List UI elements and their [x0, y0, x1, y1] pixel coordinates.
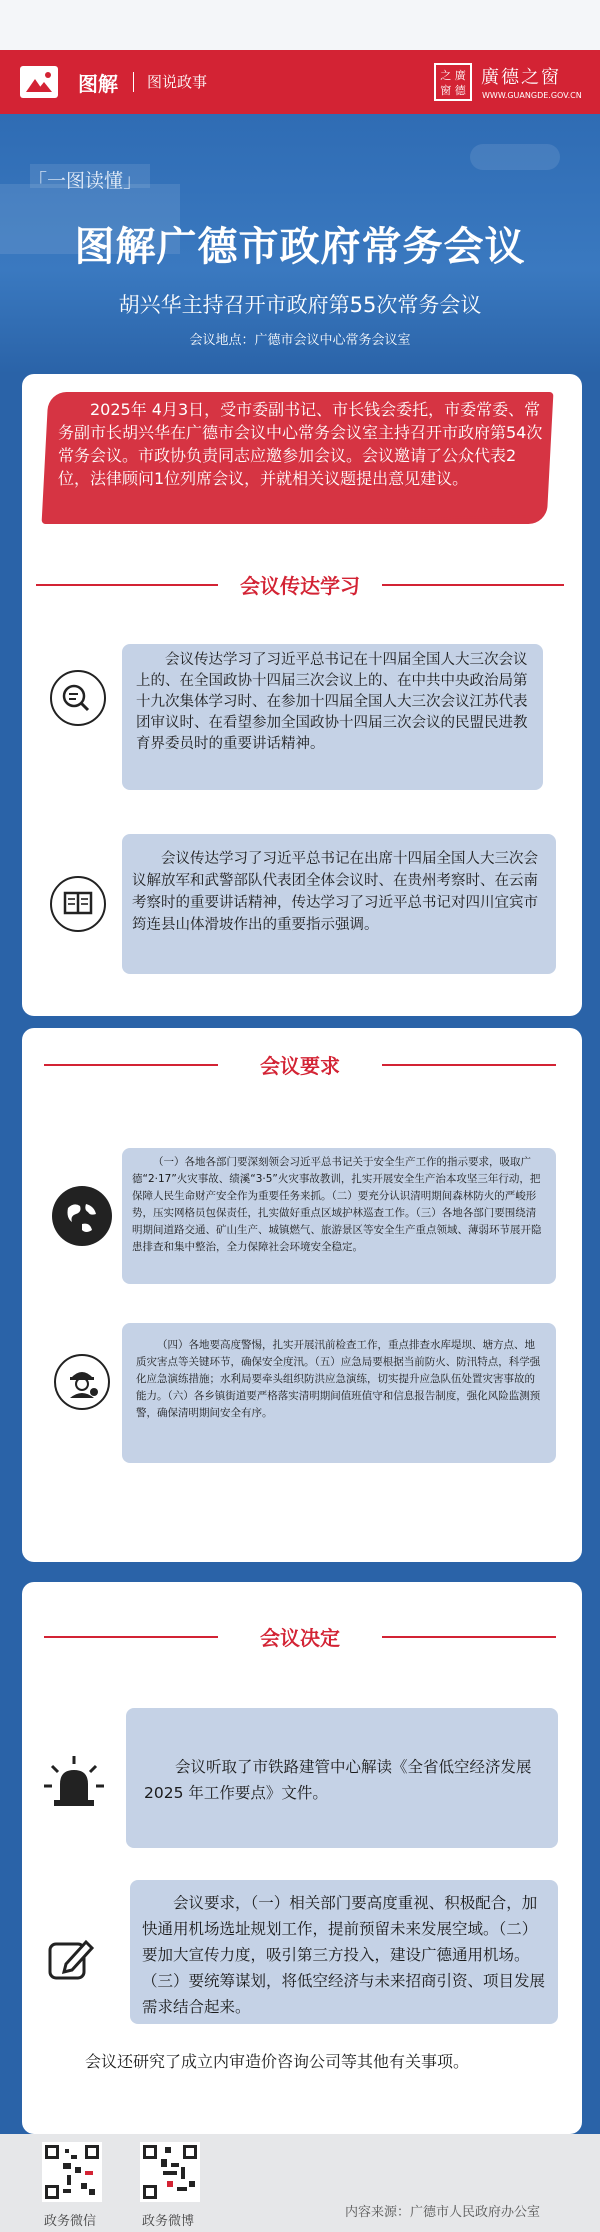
intro-text: 2025年 4月3日，受市委副书记、市长钱会委托，市委常委、常务副市长胡兴华在广德市会议中心常务会议室主持召开市政府第54次常务会议。市政协负责同志应邀参加会议。会议邀请了公众代表2位，法律顾问1位列席会议，并就相关议题提出意见建议。 [58, 400, 543, 488]
edit-icon [42, 1930, 100, 1988]
section-title-decisions: 会议决定 [260, 1626, 340, 1650]
globe-icon [52, 1186, 112, 1246]
content-source: 内容来源：广德市人民政府办公室 [345, 2205, 541, 2220]
site-seal: 之 廣 窗 德 [434, 63, 472, 101]
study-item-2: 会议传达学习了习近平总书记在出席十四届全国人大三次会议解放军和武警部队代表团全体会议时、在贵州考察时、在云南考察时的重要讲话精神，传达学习了习近平总书记对四川宜宾市筠连县山体滑坡作出的重要指示强调。 [122, 834, 556, 974]
meeting-location: 会议地点：广德市会议中心常务会议室 [189, 333, 411, 348]
study-item-1: 会议传达学习了习近平总书记在十四届全国人大三次会议上的、在全国政协十四届三次会议上的、在中共中央政治局第十九次集体学习时、在参加十四届全国人大三次会议江苏代表团审议时、在看望参加全国政协十四届三次会议的民盟民进教育界委员时的重要讲话精神。 [122, 644, 543, 790]
site-url[interactable]: WWW.GUANGDE.GOV.CN [482, 91, 582, 100]
section-line-right [382, 1636, 556, 1638]
section-title-study: 会议传达学习 [240, 574, 360, 598]
image-logo-icon [20, 66, 58, 98]
brand-title: 图解 [78, 72, 118, 96]
brand-subtitle: 图说政事 [147, 73, 208, 91]
header-bar [0, 50, 600, 114]
section-line-left [44, 1636, 218, 1638]
top-strip [0, 0, 600, 50]
requirement-item-1: （一）各地各部门要深刻领会习近平总书记关于安全生产工作的指示要求，吸取广德“2·17”火灾事故、绩溪“3·5”火灾事故教训，扎实开展安全生产治本攻坚三年行动，把保障人民生命财产安全作为重要任务来抓。（二）要充分认识清明期间森林防火的严峻形势，压实网格员包保责任，扎实做好重点区域护林巡查工作。（三）各地各部门要围绕清明期间道路交通、矿山生产、城镇燃气、旅游景区等安全生产重点领域、薄弱环节展开隐患排查和集中整治，全力保障社会环境安全稳定。 [122, 1148, 556, 1284]
requirement-item-2: （四）各地要高度警惕，扎实开展汛前检查工作，重点排查水库堤坝、塘方点、地质灾害点等关键环节，确保安全度汛。（五）应急局要根据当前防火、防汛特点，科学强化应急演练措施；水利局要牵头组织防洪应急演练，切实提升应急队伍处置灾害事故的能力。（六）各乡镇街道要严格落实清明期间值班值守和信息报告制度，强化风险监测预警，确保清明期间安全有序。 [122, 1323, 556, 1463]
section-line-left [44, 1064, 218, 1066]
wechat-qr-code[interactable] [42, 2142, 102, 2202]
page-subtitle: 胡兴华主持召开市政府第55次常务会议 [118, 293, 482, 317]
section-title-requirements: 会议要求 [260, 1054, 340, 1078]
site-name[interactable]: 廣德之窗 [481, 67, 561, 88]
worker-icon [54, 1354, 110, 1410]
alarm-icon [38, 1748, 110, 1820]
search-list-icon [50, 670, 106, 726]
hero-tag-text: 一图读懂 [47, 170, 124, 192]
hero-tag: 「一图读懂」 [28, 170, 143, 192]
wechat-label: 政务微信 [44, 2214, 97, 2229]
decision-item-1: 会议听取了市铁路建管中心解读《全省低空经济发展2025 年工作要点》文件。 [126, 1708, 558, 1848]
divider [133, 72, 134, 92]
section-line-left [36, 584, 218, 586]
weibo-qr-code[interactable] [140, 2142, 200, 2202]
decision-item-2: 会议要求，（一）相关部门要高度重视、积极配合，加快通用机场选址规划工作，提前预留未来发展空域。（二）要加大宣传力度，吸引第三方投入，建设广德通用机场。（三）要统筹谋划，将低空经济与未来招商引资、项目发展需求结合起来。 [130, 1880, 558, 2024]
weibo-label: 政务微博 [142, 2214, 195, 2229]
page-title: 图解广德市政府常务会议 [74, 224, 526, 270]
closing-note: 会议还研究了成立内审造价咨询公司等其他有关事项。 [85, 2052, 470, 2071]
section-line-right [382, 584, 564, 586]
section-line-right [382, 1064, 556, 1066]
card-requirements [22, 1028, 582, 1562]
book-icon [50, 876, 106, 932]
